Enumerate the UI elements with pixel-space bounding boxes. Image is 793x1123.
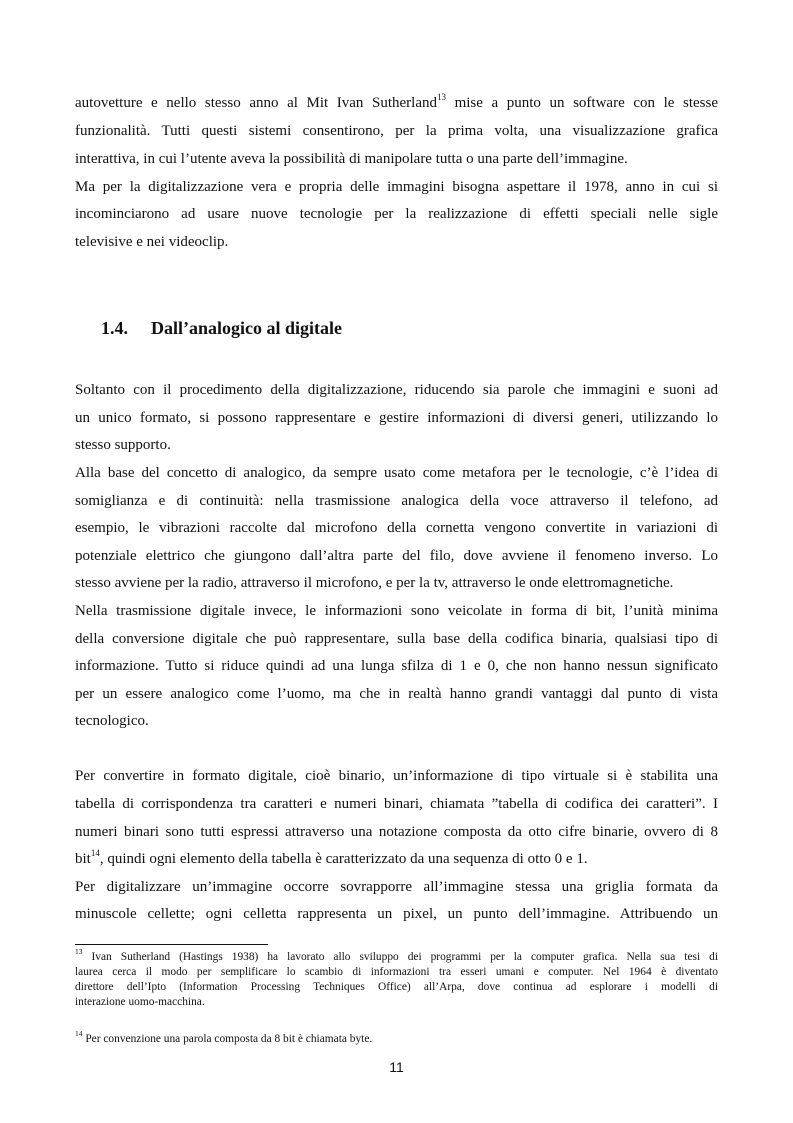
footnote-mark: 13 bbox=[75, 947, 83, 957]
section-number: 1.4. bbox=[101, 318, 128, 338]
section-heading bbox=[101, 316, 342, 340]
page-number: 11 bbox=[389, 1059, 404, 1075]
text-line: per un essere analogico come l’uomo, ma che in realtà hanno grandi vantaggi dal punto di vista bbox=[75, 686, 718, 702]
text-line: informazione. Tutto si riduce quindi ad una lunga sfilza di 1 e 0, che non hanno nessun significato bbox=[75, 658, 718, 674]
footnote-line: interazione uomo-macchina. bbox=[75, 996, 205, 1008]
footnote-ref-13[interactable]: 13 bbox=[436, 92, 446, 102]
footnote-line: $^{13}$ Ivan Sutherland (Hastings 1938) ha lavorato allo sviluppo dei programmi per la computer grafica. Nella sua tesi di bbox=[75, 947, 718, 963]
section-title: Dall’analogico al digitale bbox=[151, 318, 342, 338]
text-line: della conversione digitale che può rappresentare, sulla base della codifica binaria, qualsiasi tipo di bbox=[75, 631, 718, 647]
text-line: somiglianza e di continuità: nella trasmissione analogica della voce attraverso il telefono, ad bbox=[75, 493, 718, 509]
text-line: Ma per la digitalizzazione vera e propria delle immagini bisogna aspettare il 1978, anno in cui si bbox=[75, 179, 718, 195]
text-line: Nella trasmissione digitale invece, le informazioni sono veicolate in forma di bit, l’unità minima bbox=[75, 603, 718, 619]
text-line: interattiva, in cui l’utente aveva la possibilità di manipolare tutta o una parte dell’immagine. bbox=[75, 151, 628, 167]
text-line: esempio, le vibrazioni raccolte dal microfono della cornetta vengono convertite in variazioni di bbox=[75, 520, 718, 536]
text-line: numeri binari sono tutti espressi attraverso una notazione composta da otto cifre binarie, ovvero di 8 bbox=[75, 824, 718, 840]
footnote-13 bbox=[75, 947, 718, 1010]
text-line: funzionalità. Tutti questi sistemi consentirono, per la prima volta, una visualizzazione grafica bbox=[75, 123, 718, 139]
text-line: stesso supporto. bbox=[75, 437, 171, 453]
footnote-line: laurea cerca il modo per semplificare lo scambio di informazioni tra esseri umani e computer. Nel 1964 è diventato bbox=[75, 966, 718, 978]
text-line: incominciarono ad usare nuove tecnologie per la realizzazione di effetti speciali nelle sigle bbox=[75, 206, 718, 222]
text-line: televisive e nei videoclip. bbox=[75, 234, 229, 250]
text-line: bit$^{14}$, quindi ogni elemento della tabella è caratterizzato da una sequenza di otto 0 e 1. bbox=[75, 848, 588, 867]
text-line: tecnologico. bbox=[75, 713, 149, 729]
footnote-line: $^{14}$ Per convenzione una parola composta da 8 bit è chiamata byte. bbox=[75, 1029, 373, 1045]
footnote-ref-14[interactable]: 14 bbox=[90, 848, 100, 858]
footnote-line: direttore dell’Ipto (Information Processing Techniques Office) all’Arpa, dove continua ad esplorare i modelli di bbox=[75, 981, 718, 993]
text-line: tabella di corrispondenza tra caratteri e numeri binari, chiamata ”tabella di codifica dei caratteri”. I bbox=[75, 796, 718, 812]
footnote-14 bbox=[75, 1029, 718, 1047]
text-line: minuscole cellette; ogni celletta rappresenta un pixel, un punto dell’immagine. Attribuendo un bbox=[75, 906, 718, 922]
text-line: Per convertire in formato digitale, cioè binario, un’informazione di tipo virtuale si è stabilita una bbox=[75, 768, 718, 784]
text-line: un unico formato, si possono rappresentare e gestire informazioni di diversi generi, utilizzando lo bbox=[75, 410, 718, 426]
text-line: Per digitalizzare un’immagine occorre sovrapporre all’immagine stessa una griglia formata da bbox=[75, 879, 718, 895]
footnote-mark: 14 bbox=[75, 1029, 83, 1039]
footnote-separator bbox=[75, 944, 268, 945]
text-line: potenziale elettrico che giungono dall’altra parte del filo, dove avviene il fenomeno inverso. Lo bbox=[75, 548, 718, 564]
text-line: Alla base del concetto di analogico, da sempre usato come metafora per le tecnologie, c’è l’idea di bbox=[75, 465, 718, 481]
text-line: Soltanto con il procedimento della digitalizzazione, riducendo sia parole che immagini e suoni ad bbox=[75, 382, 718, 398]
text-line: autovetture e nello stesso anno al Mit Ivan Sutherland$^{13}$ mise a punto un software con le stesse bbox=[75, 92, 718, 111]
text-line: stesso avviene per la radio, attraverso il microfono, e per la tv, attraverso le onde elettromagnetiche. bbox=[75, 575, 674, 591]
